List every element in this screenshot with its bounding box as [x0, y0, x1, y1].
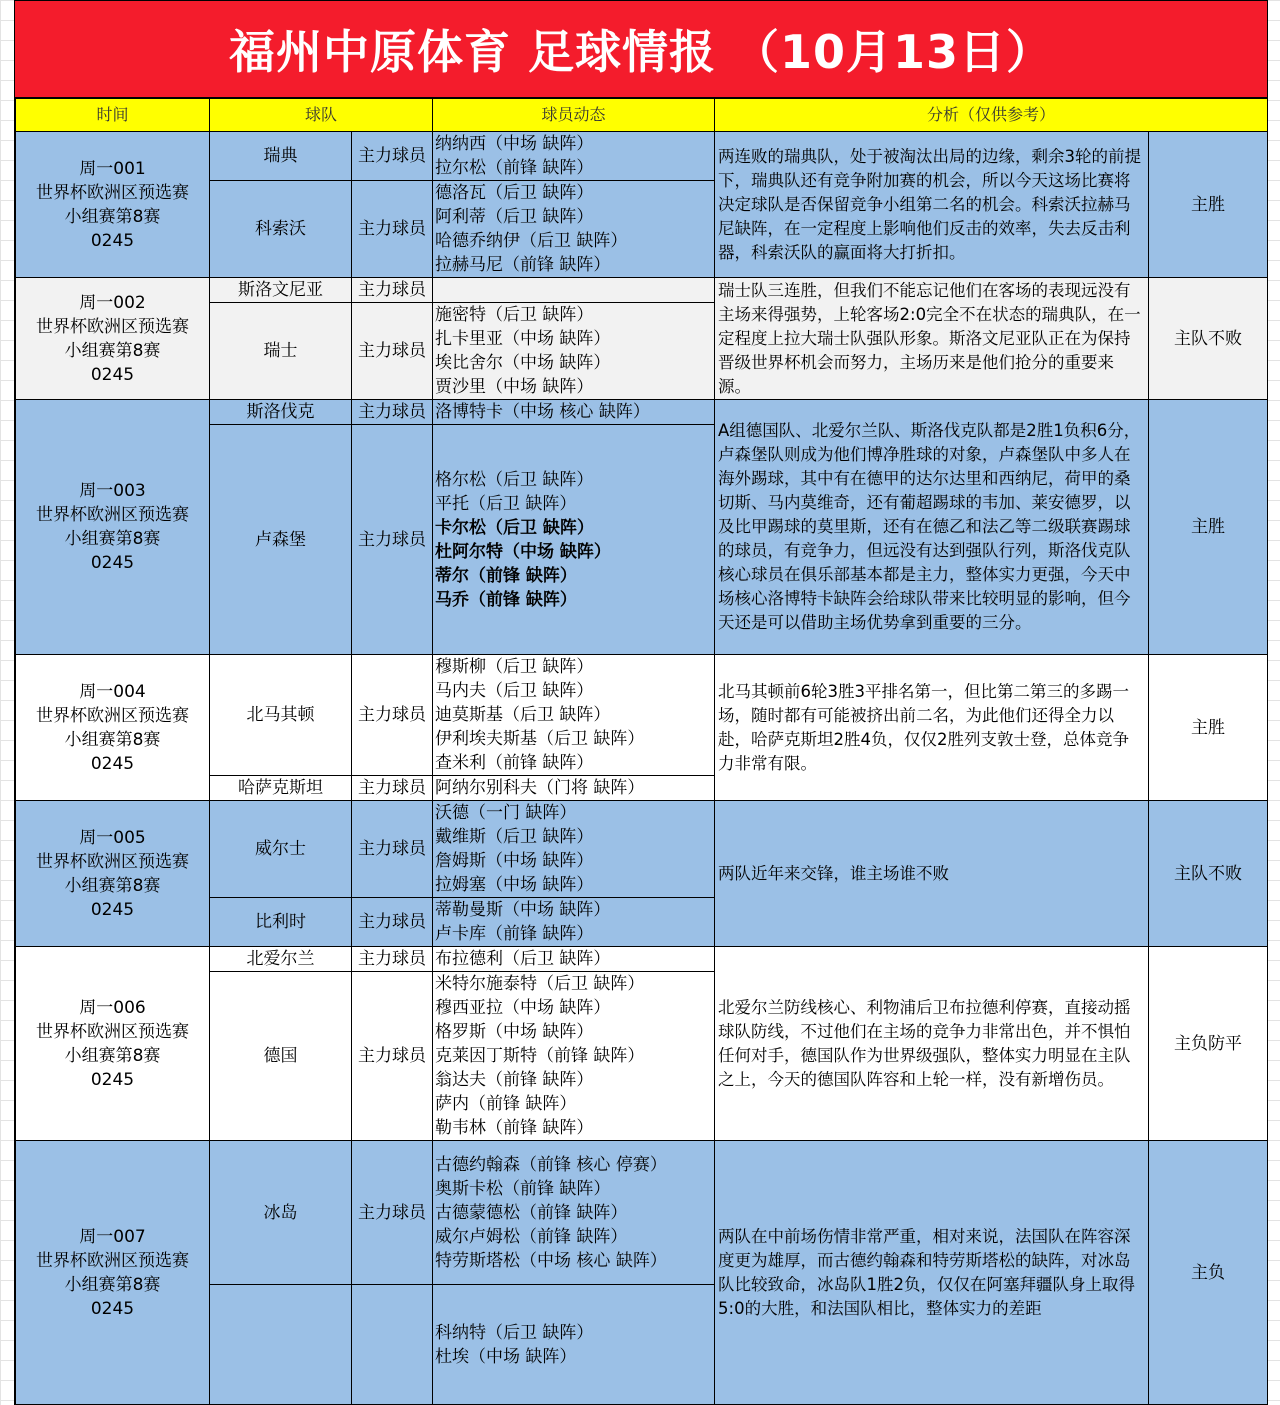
prediction-cell: 主负防平 [1149, 947, 1268, 1141]
match-time-line: 周一001 [79, 158, 146, 179]
match-time-cell [16, 1141, 210, 1405]
player-status: 威尔卢姆松（前锋 缺阵） [435, 1226, 628, 1247]
match-time-line: 周一007 [79, 1226, 146, 1247]
match-time-line: 周一006 [79, 997, 146, 1018]
match-time-line: 小组赛第8赛 [64, 875, 161, 896]
analysis-cell: 瑞士队三连胜，但我们不能忘记他们在客场的表现远没有主场来得强势，上轮客场2:0完全不在状态的瑞典队，在一定程度上拉大瑞士队强队形象。斯洛文尼亚队正在为保持晋级世界杯机会而努力，主场历来是他们抢分的重要来源。 [715, 278, 1149, 400]
match-time-line: 周一002 [79, 292, 146, 313]
header-analysis: 分析（仅供参考） [715, 99, 1268, 132]
match-time-line: 世界杯欧洲区预选赛 [36, 705, 189, 726]
match-time-line: 小组赛第8赛 [64, 340, 161, 361]
player-status: 勒韦林（前锋 缺阵） [435, 1118, 594, 1138]
prediction-cell: 主胜 [1149, 132, 1268, 278]
match-time-line: 小组赛第8赛 [64, 529, 161, 549]
player-status: 古德约翰森（前锋 核心 停赛） [435, 1154, 667, 1175]
player-status: 蒂勒曼斯（中场 缺阵） [435, 900, 611, 920]
match-time-line: 世界杯欧洲区预选赛 [36, 851, 189, 872]
header-team: 球队 [210, 99, 433, 132]
player-label: 主力球员 [352, 400, 433, 425]
match-time-line: 小组赛第8赛 [64, 729, 161, 750]
player-status-cell [433, 425, 715, 655]
table-row [16, 278, 1268, 303]
team-name: 卢森堡 [210, 425, 352, 655]
prediction-cell: 主负 [1149, 1141, 1268, 1405]
team-name: 科索沃 [210, 181, 352, 278]
player-label: 主力球员 [352, 801, 433, 898]
prediction-cell: 主队不败 [1149, 278, 1268, 400]
analysis-cell: 两连败的瑞典队，处于被淘汰出局的边缘，剩余3轮的前提下，瑞典队还有竞争附加赛的机会，所以今天这场比赛将决定球队是否保留竞争小组第二名的机会。科索沃拉赫马尼缺阵，在一定程度上影响他们反击的效率，失去反击利器，科索沃队的赢面将大打折扣。 [715, 132, 1149, 278]
match-time-line: 周一003 [79, 481, 146, 501]
page-title: 福州中原体育 足球情报 （10月13日） [15, 0, 1267, 98]
match-time-line: 周一004 [79, 681, 146, 702]
match-time-line: 小组赛第8赛 [64, 1045, 161, 1066]
player-status: 米特尔施泰特（后卫 缺阵） [435, 974, 645, 994]
player-status: 扎卡里亚（中场 缺阵） [435, 329, 611, 349]
player-status: 埃比舍尔（中场 缺阵） [435, 353, 611, 373]
match-time-line: 0245 [90, 553, 135, 573]
match-time-line: 0245 [90, 1069, 135, 1090]
player-status-cell [433, 801, 715, 898]
player-status: 古德蒙德松（前锋 缺阵） [435, 1202, 628, 1223]
player-status-cell [433, 278, 715, 303]
match-time-cell [16, 801, 210, 947]
match-time-line: 小组赛第8赛 [64, 1274, 161, 1295]
player-status-cell [433, 400, 715, 425]
player-label: 主力球员 [352, 181, 433, 278]
player-label: 主力球员 [352, 898, 433, 947]
player-status-cell [433, 655, 715, 776]
player-status: 拉尔松（前锋 缺阵） [435, 158, 594, 178]
match-time-line: 世界杯欧洲区预选赛 [36, 182, 189, 203]
player-status-cell [433, 776, 715, 801]
player-status: 查米利（前锋 缺阵） [435, 753, 594, 773]
team-name: 德国 [210, 972, 352, 1141]
player-status: 拉姆塞（中场 缺阵） [435, 875, 594, 895]
player-status: 拉赫马尼（前锋 缺阵） [435, 255, 611, 275]
player-status: 穆斯柳（后卫 缺阵） [435, 657, 594, 677]
match-time-line: 世界杯欧洲区预选赛 [36, 1250, 189, 1271]
player-status: 沃德（一门 缺阵） [435, 803, 577, 823]
player-status: 纳纳西（中场 缺阵） [435, 134, 594, 154]
player-status-cell [433, 1285, 715, 1405]
player-status: 卡尔松（后卫 缺阵） [435, 517, 594, 538]
player-status: 萨内（前锋 缺阵） [435, 1094, 577, 1114]
header-time: 时间 [16, 99, 210, 132]
player-label: 主力球员 [352, 776, 433, 801]
player-label: 主力球员 [352, 972, 433, 1141]
match-time-line: 0245 [90, 230, 135, 251]
analysis-cell: 北马其顿前6轮3胜3平排名第一，但比第二第三的多踢一场，随时都有可能被挤出前二名，为此他们还得全力以赴，哈萨克斯坦2胜4负，仅仅2胜列支敦士登，总体竞争力非常有限。 [715, 655, 1149, 801]
player-label: 主力球员 [352, 132, 433, 181]
match-time-cell [16, 132, 210, 278]
player-status: 克莱因丁斯特（前锋 缺阵） [435, 1046, 645, 1066]
player-status: 迪莫斯基（后卫 缺阵） [435, 705, 611, 725]
match-time-line: 0245 [90, 753, 135, 774]
player-status: 格尔松（后卫 缺阵） [435, 469, 594, 490]
player-status: 蒂尔（前锋 缺阵） [435, 565, 577, 586]
prediction-cell: 主胜 [1149, 400, 1268, 655]
player-status-cell [433, 181, 715, 278]
team-name: 斯洛伐克 [210, 400, 352, 425]
player-label: 主力球员 [352, 303, 433, 400]
player-status-cell [433, 898, 715, 947]
player-status: 阿利蒂（后卫 缺阵） [435, 207, 594, 227]
team-name: 哈萨克斯坦 [210, 776, 352, 801]
table-row [16, 801, 1268, 898]
player-status-cell [433, 1141, 715, 1285]
player-status: 穆西亚拉（中场 缺阵） [435, 998, 611, 1018]
match-time-line: 0245 [90, 1298, 135, 1319]
team-name: 威尔士 [210, 801, 352, 898]
match-time-cell [16, 655, 210, 801]
match-time-line: 0245 [90, 364, 135, 385]
player-status-cell [433, 972, 715, 1141]
table-row [16, 655, 1268, 776]
analysis-cell: 两队在中前场伤情非常严重，相对来说，法国队在阵容深度更为雄厚，而古德约翰森和特劳斯塔松的缺阵，对冰岛队比较致命，冰岛队1胜2负，仅仅在阿塞拜疆队身上取得5:0的大胜，和法国队相比，整体实力的差距 [715, 1141, 1149, 1405]
player-status: 翁达夫（前锋 缺阵） [435, 1070, 594, 1090]
player-status: 阿纳尔别科夫（门将 缺阵） [435, 778, 645, 798]
player-status-cell [433, 303, 715, 400]
match-time-line: 世界杯欧洲区预选赛 [36, 316, 189, 337]
player-label: 主力球员 [352, 947, 433, 972]
player-status: 马乔（前锋 缺阵） [435, 589, 577, 610]
player-status: 詹姆斯（中场 缺阵） [435, 851, 594, 871]
player-status: 杜埃（中场 缺阵） [435, 1346, 577, 1367]
team-name: 斯洛文尼亚 [210, 278, 352, 303]
player-status-cell [433, 132, 715, 181]
player-label [352, 1285, 433, 1405]
analysis-cell: 两队近年来交锋，谁主场谁不败 [715, 801, 1149, 947]
player-status: 特劳斯塔松（中场 核心 缺阵） [435, 1250, 667, 1271]
team-name: 比利时 [210, 898, 352, 947]
player-status: 伊利埃夫斯基（后卫 缺阵） [435, 729, 645, 749]
team-name [210, 1285, 352, 1405]
player-status: 格罗斯（中场 缺阵） [435, 1022, 594, 1042]
player-status: 哈德乔纳伊（后卫 缺阵） [435, 231, 628, 251]
match-time-line: 0245 [90, 899, 135, 920]
player-status: 贾沙里（中场 缺阵） [435, 377, 594, 397]
team-name: 瑞典 [210, 132, 352, 181]
player-status-cell [433, 947, 715, 972]
team-name: 北马其顿 [210, 655, 352, 776]
table-row [16, 1141, 1268, 1285]
table-row [16, 400, 1268, 425]
player-status: 施密特（后卫 缺阵） [435, 305, 594, 325]
match-time-cell [16, 400, 210, 655]
player-label: 主力球员 [352, 655, 433, 776]
player-status: 科纳特（后卫 缺阵） [435, 1322, 594, 1343]
table-row [16, 132, 1268, 181]
match-time-cell [16, 278, 210, 400]
match-time-line: 小组赛第8赛 [64, 206, 161, 227]
prediction-cell: 主队不败 [1149, 801, 1268, 947]
player-status: 奥斯卡松（前锋 缺阵） [435, 1178, 611, 1199]
analysis-cell: 北爱尔兰防线核心、利物浦后卫布拉德利停赛，直接动摇球队防线，不过他们在主场的竞争力非常出色，并不惧怕任何对手，德国队作为世界级强队，整体实力明显在主队之上，今天的德国队阵容和上轮一样，没有新增伤员。 [715, 947, 1149, 1141]
player-status: 德洛瓦（后卫 缺阵） [435, 183, 594, 203]
team-name: 北爱尔兰 [210, 947, 352, 972]
player-status: 洛博特卡（中场 核心 缺阵） [435, 402, 650, 422]
team-name: 瑞士 [210, 303, 352, 400]
match-table [15, 98, 1268, 1405]
sheet [14, 0, 1268, 1405]
player-status: 布拉德利（后卫 缺阵） [435, 949, 611, 969]
player-status: 平托（后卫 缺阵） [435, 493, 577, 514]
player-status: 戴维斯（后卫 缺阵） [435, 827, 594, 847]
player-label: 主力球员 [352, 1141, 433, 1285]
match-time-line: 世界杯欧洲区预选赛 [36, 505, 189, 525]
match-time-line: 周一005 [79, 827, 146, 848]
header-players: 球员动态 [433, 99, 715, 132]
player-status: 卢卡库（前锋 缺阵） [435, 924, 594, 944]
match-time-cell [16, 947, 210, 1141]
player-status: 马内夫（后卫 缺阵） [435, 681, 594, 701]
match-body [16, 132, 1268, 1405]
team-name: 冰岛 [210, 1141, 352, 1285]
match-time-line: 世界杯欧洲区预选赛 [36, 1021, 189, 1042]
table-row [16, 947, 1268, 972]
player-label: 主力球员 [352, 425, 433, 655]
analysis-cell: A组德国队、北爱尔兰队、斯洛伐克队都是2胜1负积6分，卢森堡队则成为他们博净胜球的对象，卢森堡队中多人在海外踢球，其中有在德甲的达尔达里和西纳尼，荷甲的桑切斯、马内莫维奇，还有葡超踢球的韦加、莱安德罗，以及比甲踢球的莫里斯，还有在德乙和法乙等二级联赛踢球的球员，有竞争力，但远没有达到强队行列，斯洛伐克队核心球员在俱乐部基本都是主力，整体实力更强，今天中场核心洛博特卡缺阵会给球队带来比较明显的影响，但今天还是可以借助主场优势拿到重要的三分。 [715, 400, 1149, 655]
player-label: 主力球员 [352, 278, 433, 303]
player-status: 杜阿尔特（中场 缺阵） [435, 541, 611, 562]
prediction-cell: 主胜 [1149, 655, 1268, 801]
